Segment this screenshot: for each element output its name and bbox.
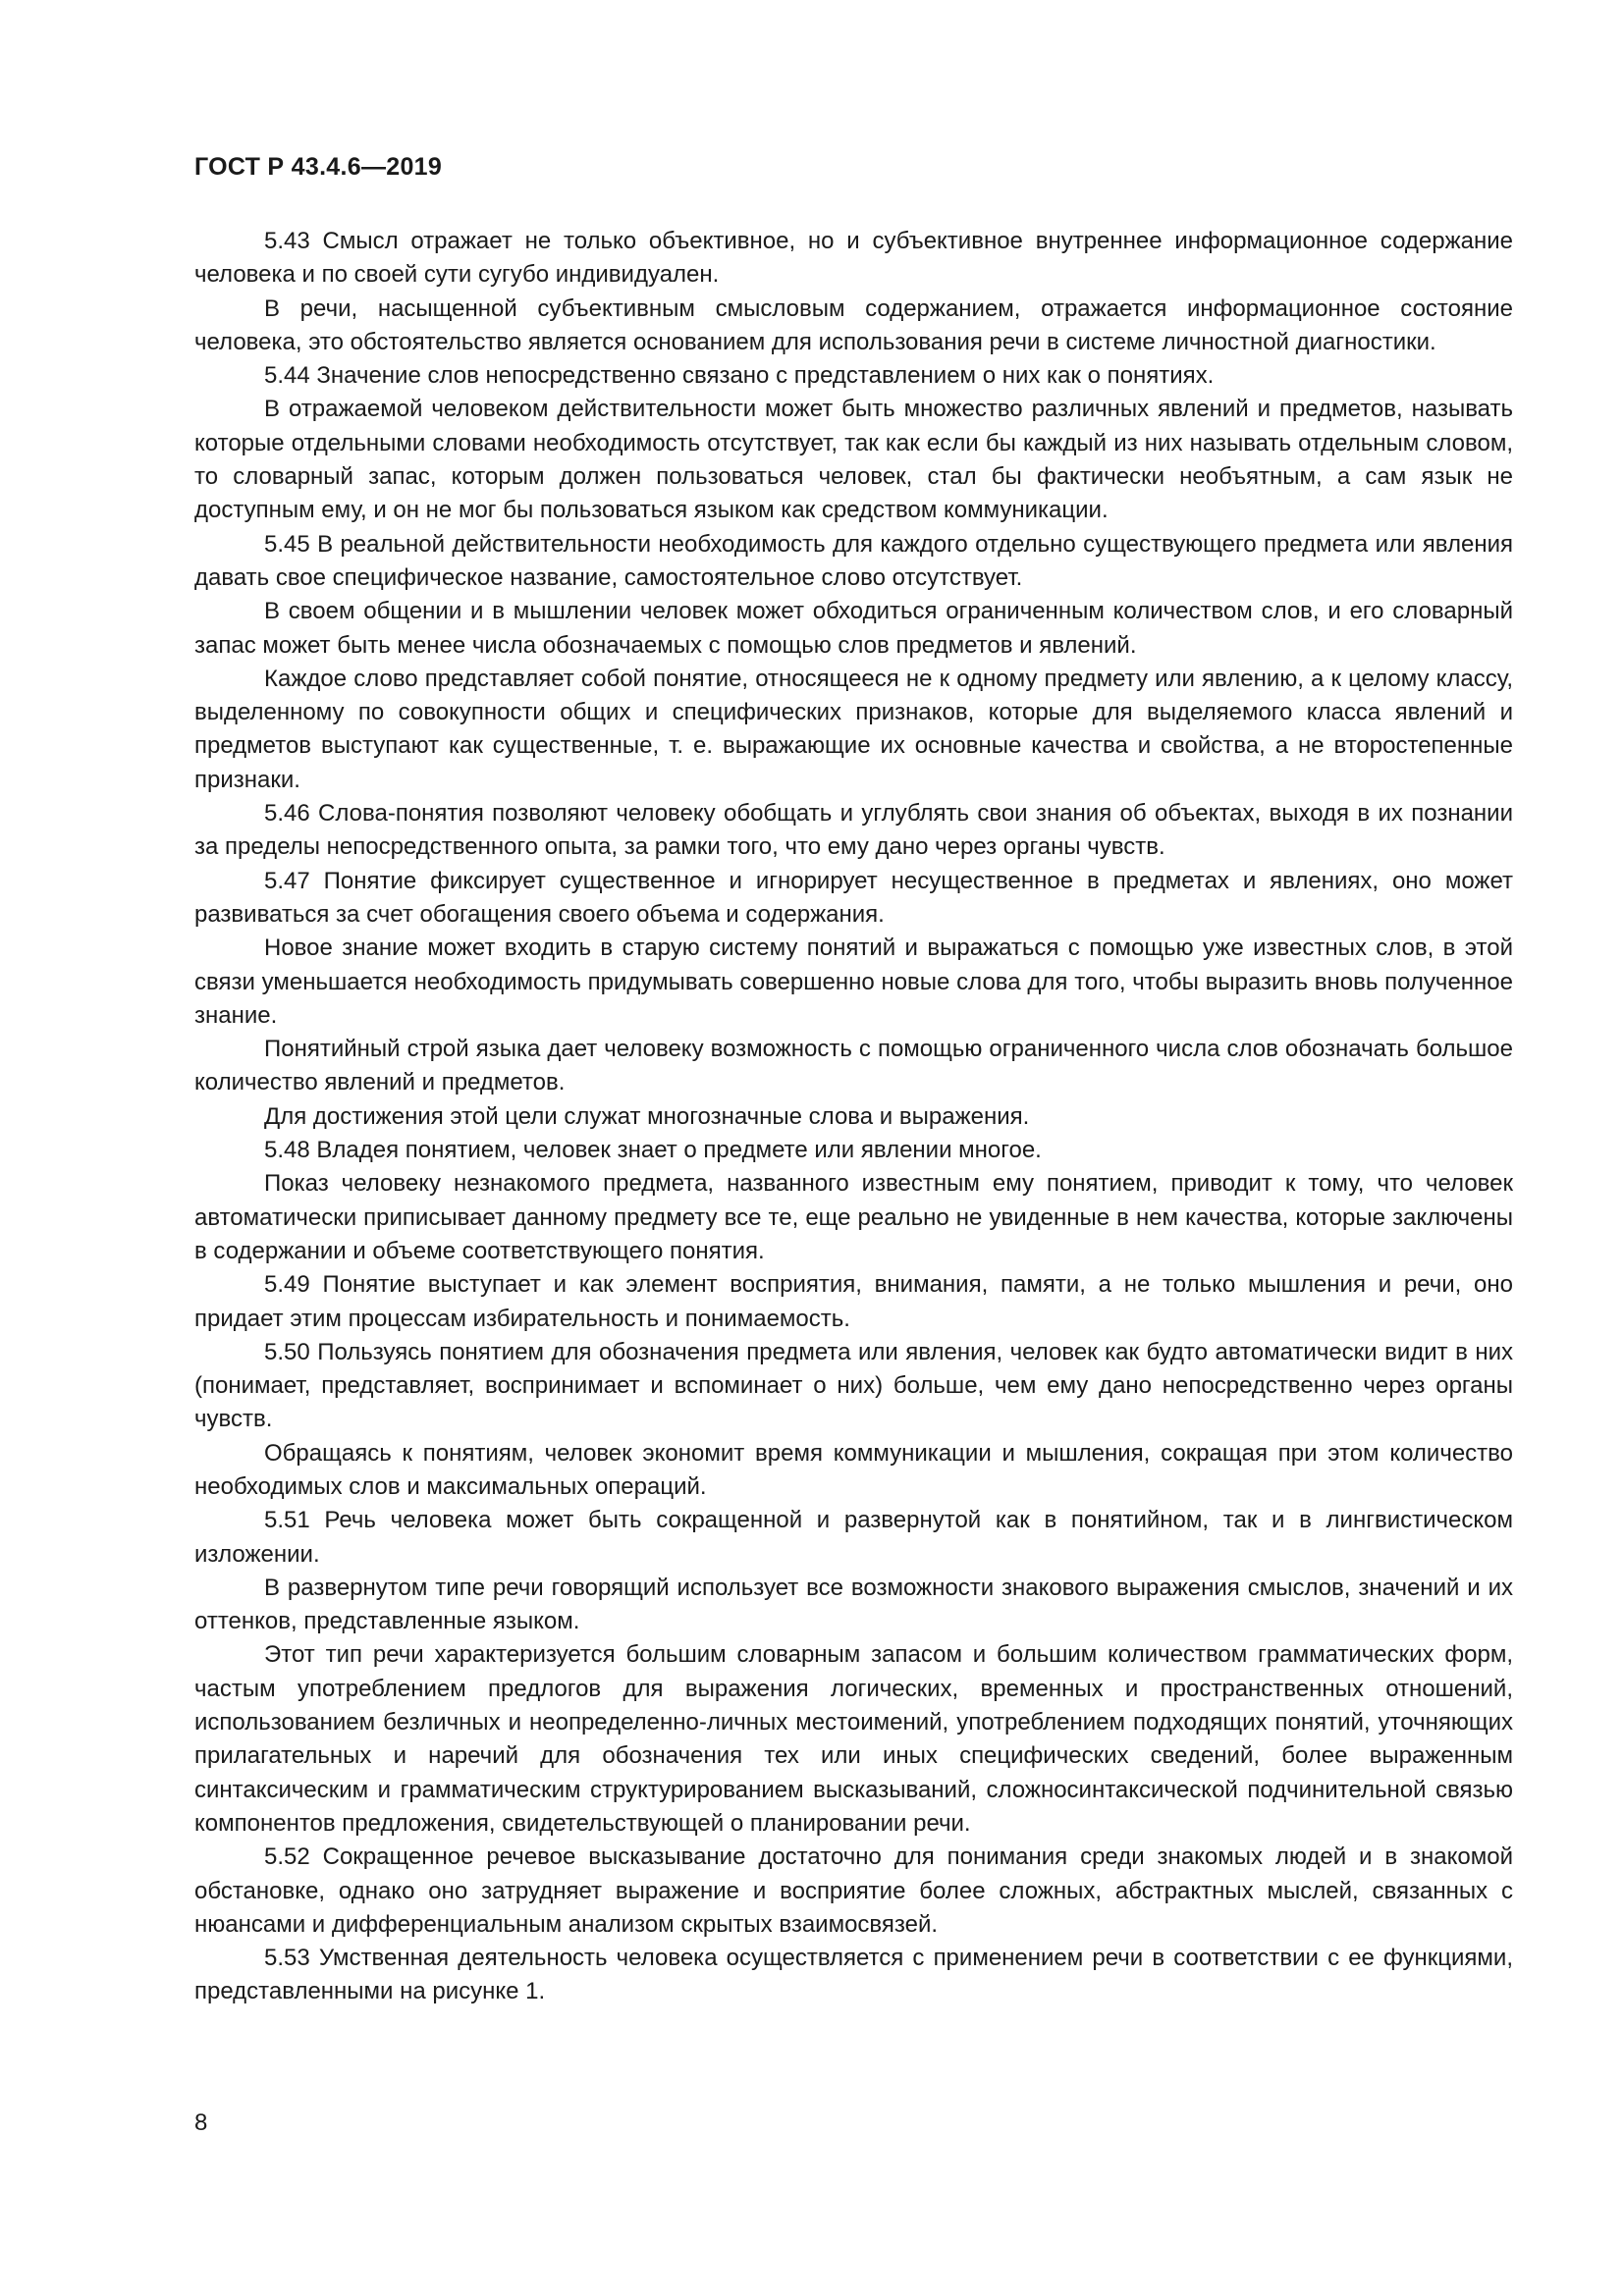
paragraph: 5.51 Речь человека может быть сокращенной и развернутой как в понятийном, так и в лингвистическом изложении. xyxy=(194,1507,1513,1568)
document-body xyxy=(194,225,1513,2009)
paragraph: 5.47 Понятие фиксирует существенное и игнорирует несущественное в предметах и явлениях, оно может развиваться за счет обогащения своего объема и содержания. xyxy=(194,867,1513,928)
paragraph: Новое знание может входить в старую систему понятий и выражаться с помощью уже известных слов, в этой связи уменьшается необходимость придумывать совершенно новые слова для того, чтобы выразить вновь полученное знание. xyxy=(194,934,1513,1029)
paragraph: Каждое слово представляет собой понятие, относящееся не к одному предмету или явлению, а к целому классу, выделенному по совокупности общих и специфических признаков, которые для выделяемого класса явлений и предметов выступают как существенные, т. е. выражающие их основные качества и свойства, а не второстепенные признаки. xyxy=(194,665,1513,793)
paragraph: 5.45 В реальной действительности необходимость для каждого отдельно существующего предмета или явления давать свое специфическое название, самостоятельное слово отсутствует. xyxy=(194,530,1513,591)
document-header: ГОСТ Р 43.4.6—2019 xyxy=(194,153,443,181)
paragraph: 5.52 Сокращенное речевое высказывание достаточно для понимания среди знакомых людей и в знакомой обстановке, однако оно затрудняет выражение и восприятие более сложных, абстрактных мыслей, связанных с нюансами и дифференциальным анализом скрытых взаимосвязей. xyxy=(194,1843,1513,1938)
paragraph: Этот тип речи характеризуется большим словарным запасом и большим количеством грамматических форм, частым употреблением предлогов для выражения логических, временных и пространственных отношений, использованием безличных и неопределенно-личных местоимений, употреблением подходящих понятий, уточняющих прилагательных и наречий для обозначения тех или иных специфических сведений, более выраженным синтаксическим и грамматическим структурированием высказываний, сложносинтаксической подчинительной связью компонентов предложения, свидетельствующей о планировании речи. xyxy=(194,1641,1513,1837)
paragraph: 5.50 Пользуясь понятием для обозначения предмета или явления, человек как будто автоматически видит в них (понимает, представляет, воспринимает и вспоминает о них) больше, чем ему дано непосредственно через органы чувств. xyxy=(194,1338,1513,1433)
paragraph: 5.43 Смысл отражает не только объективное, но и субъективное внутреннее информационное содержание человека и по своей сути сугубо индивидуален. xyxy=(194,228,1513,289)
page-number: 8 xyxy=(194,2109,208,2136)
paragraph: 5.48 Владея понятием, человек знает о предмете или явлении многое. xyxy=(264,1137,1042,1164)
paragraph: В речи, насыщенной субъективным смысловым содержанием, отражается информационное состояние человека, это обстоятельство является основанием для использования речи в системе личностной диагностики. xyxy=(194,294,1513,355)
paragraph: Показ человеку незнакомого предмета, названного известным ему понятием, приводит к тому, что человек автоматически приписывает данному предмету все те, еще реально не увиденные в нем качества, которые заключены в содержании и объеме соответствующего понятия. xyxy=(194,1170,1513,1264)
paragraph: Для достижения этой цели служат многозначные слова и выражения. xyxy=(264,1102,1030,1130)
paragraph: 5.44 Значение слов непосредственно связано с представлением о них как о понятиях. xyxy=(264,362,1215,390)
paragraph: В развернутом типе речи говорящий использует все возможности знакового выражения смыслов, значений и их оттенков, представленные языком. xyxy=(194,1574,1513,1635)
paragraph: 5.46 Слова-понятия позволяют человеку обобщать и углублять свои знания об объектах, выходя в их познании за пределы непосредственного опыта, за рамки того, что ему дано через органы чувств. xyxy=(194,800,1513,861)
paragraph: 5.49 Понятие выступает и как элемент восприятия, внимания, памяти, а не только мышления и речи, оно придает этим процессам избирательность и понимаемость. xyxy=(194,1271,1513,1332)
paragraph: В своем общении и в мышлении человек может обходиться ограниченным количеством слов, и его словарный запас может быть менее числа обозначаемых с помощью слов предметов и явлений. xyxy=(194,598,1513,659)
paragraph: Обращаясь к понятиям, человек экономит время коммуникации и мышления, сокращая при этом количество необходимых слов и максимальных операций. xyxy=(194,1439,1513,1500)
paragraph: 5.53 Умственная деятельность человека осуществляется с применением речи в соответствии с ее функциями, представленными на рисунке 1. xyxy=(194,1945,1513,2005)
paragraph: Понятийный строй языка дает человеку возможность с помощью ограниченного числа слов обозначать большое количество явлений и предметов. xyxy=(194,1036,1513,1096)
paragraph: В отражаемой человеком действительности может быть множество различных явлений и предметов, называть которые отдельными словами необходимость отсутствует, так как если бы каждый из них называть отдельным словом, то словарный запас, которым должен пользоваться человек, стал бы фактически необъятным, а сам язык не доступным ему, и он не мог бы пользоваться языком как средством коммуникации. xyxy=(194,396,1513,524)
